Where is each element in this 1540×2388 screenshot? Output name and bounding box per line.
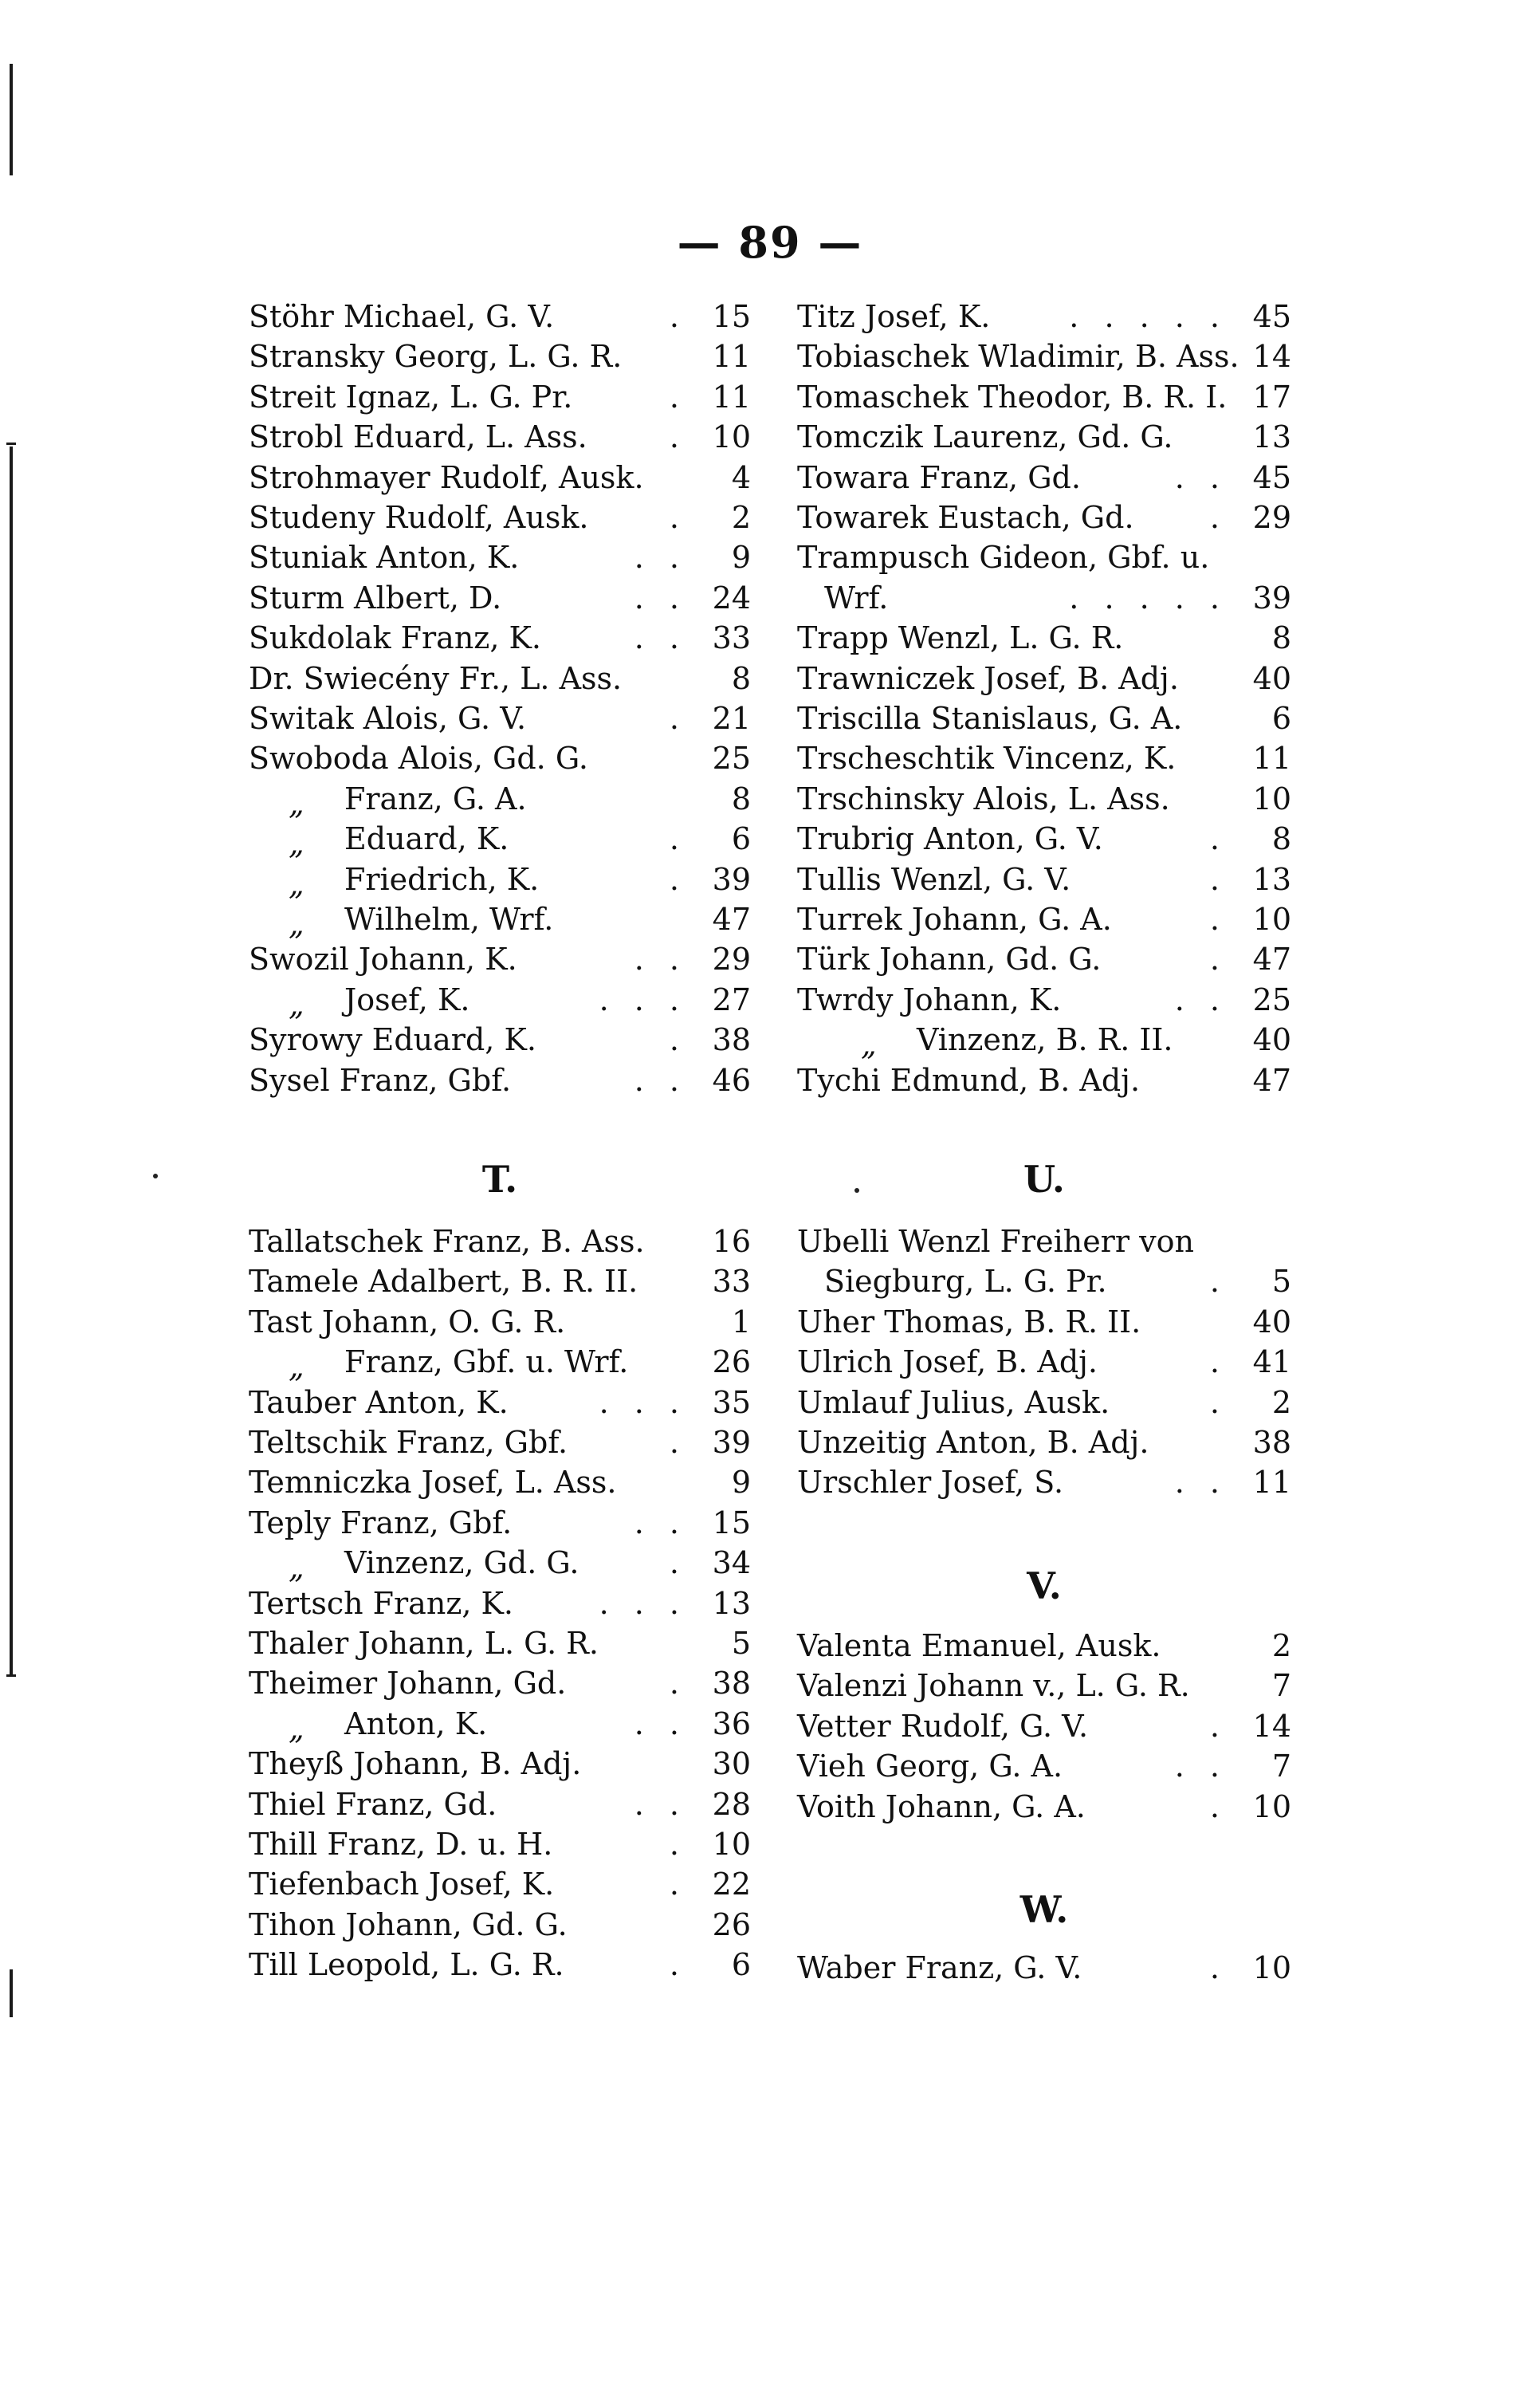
- entry-name: Voith Johann, G. A.: [797, 1788, 1086, 1824]
- index-entry: [797, 580, 1291, 620]
- entry-name: Switak Alois, G. V.: [249, 701, 527, 736]
- index-entry: [249, 1706, 751, 1746]
- leader-dots: . .: [634, 580, 687, 616]
- leader-dots: .: [669, 1827, 687, 1862]
- ditto-mark: „: [289, 986, 304, 1022]
- entry-name: Trampusch Gideon, Gbf. u.: [797, 540, 1210, 576]
- index-entry: [249, 902, 751, 942]
- page-reference: 13: [1252, 861, 1291, 897]
- leader-dots: . .: [1174, 982, 1228, 1017]
- leader-dots: .: [669, 1425, 687, 1460]
- leader-dots: .: [1209, 861, 1228, 897]
- page-reference: 10: [712, 1827, 751, 1862]
- index-entry: [797, 1344, 1291, 1384]
- page-reference: 22: [712, 1867, 751, 1902]
- page-reference: 8: [1271, 620, 1291, 656]
- entry-name: Vinzenz, Gd. G.: [344, 1545, 579, 1581]
- page-reference: 10: [1252, 781, 1291, 816]
- page-reference: 4: [731, 459, 751, 495]
- page-reference: 2: [1271, 1628, 1291, 1663]
- page-reference: 26: [712, 1906, 751, 1942]
- index-entry: [797, 339, 1291, 379]
- index-entry: [249, 419, 751, 459]
- entry-name: Umlauf Julius, Ausk.: [797, 1384, 1110, 1420]
- page-reference: 24: [712, 580, 751, 616]
- page-reference: 25: [1252, 982, 1291, 1017]
- index-entry: [797, 540, 1291, 580]
- index-entry: [797, 1264, 1291, 1304]
- page-reference: 5: [1271, 1264, 1291, 1300]
- page-number: — 89 —: [677, 217, 863, 268]
- ditto-mark: „: [289, 1710, 304, 1746]
- index-entry: [797, 1063, 1291, 1103]
- leader-dots: .: [669, 1867, 687, 1902]
- entry-name: Eduard, K.: [344, 821, 509, 857]
- index-entry: [797, 500, 1291, 540]
- entry-name: Turrek Johann, G. A.: [797, 902, 1112, 937]
- index-entry: [797, 460, 1291, 500]
- entry-name: Friedrich, K.: [344, 861, 540, 897]
- page-reference: 10: [712, 419, 751, 455]
- entry-name: Thiel Franz, Gd.: [249, 1786, 497, 1822]
- entry-name: Tertsch Franz, K.: [249, 1585, 513, 1621]
- entry-name: Tomczik Laurenz, Gd. G.: [797, 419, 1173, 455]
- index-entry: [249, 1022, 751, 1062]
- leader-dots: .: [669, 821, 687, 857]
- entry-name: Teltschik Franz, Gbf.: [249, 1425, 568, 1460]
- ditto-mark: „: [861, 1027, 877, 1063]
- index-entry: [797, 781, 1291, 821]
- entry-name: Syrowy Eduard, K.: [249, 1022, 536, 1058]
- entry-name: Thaler Johann, L. G. R.: [249, 1626, 599, 1661]
- leader-dots: .: [669, 1666, 687, 1701]
- index-entry: [249, 1425, 751, 1465]
- entry-name: Swoboda Alois, Gd. G.: [249, 741, 588, 777]
- index-entry: [249, 1746, 751, 1786]
- page-reference: 2: [731, 500, 751, 535]
- leader-dots: . .: [1174, 1465, 1228, 1501]
- page-reference: 45: [1252, 299, 1291, 334]
- entry-name: Sukdolak Franz, K.: [249, 620, 541, 656]
- section-letter-heading: U.: [1023, 1158, 1065, 1201]
- page-reference: 40: [1252, 1304, 1291, 1340]
- entry-name: Tauber Anton, K.: [249, 1384, 509, 1420]
- page-reference: 47: [712, 902, 751, 937]
- leader-dots: .: [1209, 902, 1228, 937]
- page-reference: 6: [1271, 701, 1291, 736]
- entry-name: Tullis Wenzl, G. V.: [797, 861, 1071, 897]
- index-entry: [797, 299, 1291, 339]
- entry-name: Vinzenz, B. R. II.: [917, 1022, 1173, 1058]
- page-reference: 39: [712, 861, 751, 897]
- entry-name: Tamele Adalbert, B. R. II.: [249, 1264, 638, 1300]
- index-entry: [797, 1304, 1291, 1344]
- index-entry: [797, 380, 1291, 419]
- entry-name: Triscilla Stanislaus, G. A.: [797, 701, 1183, 736]
- index-entry: [249, 299, 751, 339]
- ditto-mark: „: [289, 826, 304, 862]
- leader-dots: .: [1209, 821, 1228, 857]
- page-reference: 14: [1252, 1708, 1291, 1744]
- leader-dots: . .: [1174, 459, 1228, 495]
- page-reference: 26: [712, 1344, 751, 1380]
- binding-rule: [10, 447, 13, 1674]
- page-reference: 39: [1252, 580, 1291, 616]
- page-reference: 16: [712, 1224, 751, 1259]
- binding-mark: [6, 443, 16, 445]
- index-entry: [249, 1385, 751, 1425]
- leader-dots: . .: [634, 620, 687, 656]
- entry-name: Josef, K.: [344, 982, 470, 1017]
- index-entry: [249, 1586, 751, 1626]
- page-reference: 38: [712, 1666, 751, 1701]
- index-entry: [249, 540, 751, 580]
- page-reference: 15: [712, 299, 751, 334]
- index-entry: [249, 1063, 751, 1103]
- print-speck: [854, 1188, 859, 1193]
- page-reference: 29: [1252, 500, 1291, 535]
- page-reference: 11: [712, 379, 751, 415]
- page-reference: 25: [712, 741, 751, 777]
- leader-dots: .: [1209, 1708, 1228, 1744]
- entry-name: Ubelli Wenzl Freiherr von: [797, 1224, 1194, 1259]
- entry-name: Teply Franz, Gbf.: [249, 1505, 513, 1540]
- entry-name: Ulrich Josef, B. Adj.: [797, 1344, 1098, 1380]
- index-entry: [249, 1787, 751, 1827]
- leader-dots: .: [669, 861, 687, 897]
- leader-dots: . . .: [599, 982, 687, 1017]
- index-entry: [249, 580, 751, 620]
- binding-rule: [10, 1969, 13, 2017]
- index-entry: [249, 1666, 751, 1705]
- leader-dots: .: [669, 379, 687, 415]
- page-reference: 28: [712, 1786, 751, 1822]
- entry-name: Streit Ignaz, L. G. Pr.: [249, 379, 573, 415]
- binding-mark: [6, 1674, 16, 1677]
- entry-name: Stuniak Anton, K.: [249, 540, 520, 576]
- entry-name: Franz, G. A.: [344, 781, 527, 816]
- section-letter-heading: T.: [481, 1158, 518, 1201]
- page-reference: 35: [712, 1384, 751, 1420]
- entry-name: Tychi Edmund, B. Adj.: [797, 1062, 1141, 1098]
- entry-name: Tallatschek Franz, B. Ass.: [249, 1224, 645, 1259]
- index-entry: [249, 1505, 751, 1545]
- page-reference: 15: [712, 1505, 751, 1540]
- entry-name: Trapp Wenzl, L. G. R.: [797, 620, 1124, 656]
- entry-name: Uher Thomas, B. R. II.: [797, 1304, 1141, 1340]
- entry-name: Strohmayer Rudolf, Ausk.: [249, 459, 644, 495]
- index-entry: [797, 942, 1291, 982]
- page-reference: 41: [1252, 1344, 1291, 1380]
- section-letter-heading: V.: [1027, 1564, 1062, 1607]
- entry-name: Anton, K.: [344, 1705, 488, 1741]
- entry-name: Wrf.: [824, 580, 889, 616]
- page-reference: 13: [1252, 419, 1291, 455]
- entry-name: Towarek Eustach, Gd.: [797, 500, 1134, 535]
- entry-name: Unzeitig Anton, B. Adj.: [797, 1425, 1149, 1460]
- page-reference: 13: [712, 1585, 751, 1621]
- entry-name: Temniczka Josef, L. Ass.: [249, 1465, 617, 1501]
- leader-dots: . .: [634, 540, 687, 576]
- index-entry: [797, 862, 1291, 902]
- page-reference: 8: [731, 660, 751, 696]
- index-entry: [249, 620, 751, 660]
- page-reference: 30: [712, 1746, 751, 1782]
- page-reference: 47: [1252, 1062, 1291, 1098]
- leader-dots: .: [669, 299, 687, 334]
- index-entry: [249, 1827, 751, 1867]
- index-entry: [249, 1867, 751, 1906]
- entry-name: Thill Franz, D. u. H.: [249, 1827, 553, 1862]
- entry-name: Türk Johann, Gd. G.: [797, 942, 1102, 978]
- entry-name: Dr. Swiecény Fr., L. Ass.: [249, 660, 623, 696]
- leader-dots: . .: [1174, 1749, 1228, 1784]
- page-reference: 11: [1252, 741, 1291, 777]
- index-entry: [797, 1385, 1291, 1425]
- entry-name: Tobiaschek Wladimir, B. Ass.: [797, 339, 1239, 375]
- entry-name: Franz, Gbf. u. Wrf.: [344, 1344, 629, 1380]
- index-entry: [249, 500, 751, 540]
- leader-dots: .: [669, 701, 687, 736]
- index-entry: [797, 1425, 1291, 1465]
- index-entry: [249, 821, 751, 861]
- leader-dots: . .: [634, 1505, 687, 1540]
- page-reference: 33: [712, 620, 751, 656]
- index-entry: [797, 1709, 1291, 1749]
- leader-dots: .: [1209, 1344, 1228, 1380]
- leader-dots: . . .: [599, 1585, 687, 1621]
- index-entry: [797, 741, 1291, 781]
- page-reference: 39: [712, 1425, 751, 1460]
- ditto-mark: „: [289, 785, 304, 821]
- index-entry: [249, 1907, 751, 1947]
- leader-dots: . . . . .: [1069, 299, 1228, 334]
- page-reference: 36: [712, 1705, 751, 1741]
- entry-name: Theyß Johann, B. Adj.: [249, 1746, 582, 1782]
- leader-dots: . . .: [599, 1384, 687, 1420]
- leader-dots: .: [669, 500, 687, 535]
- page-reference: 40: [1252, 660, 1291, 696]
- entry-name: Tihon Johann, Gd. G.: [249, 1906, 568, 1942]
- index-entry: [249, 942, 751, 982]
- entry-name: Studeny Rudolf, Ausk.: [249, 500, 589, 535]
- page-reference: 38: [1252, 1425, 1291, 1460]
- entry-name: Trscheschtik Vincenz, K.: [797, 741, 1177, 777]
- page-reference: 2: [1271, 1384, 1291, 1420]
- index-entry: [249, 1626, 751, 1666]
- page-reference: 5: [731, 1626, 751, 1661]
- page-reference: 47: [1252, 942, 1291, 978]
- entry-name: Swozil Johann, K.: [249, 942, 517, 978]
- page-reference: 38: [712, 1022, 751, 1058]
- index-entry: [797, 1789, 1291, 1829]
- page-reference: 21: [712, 701, 751, 736]
- leader-dots: .: [669, 419, 687, 455]
- index-entry: [249, 1947, 751, 1987]
- index-entry: [797, 1950, 1291, 1990]
- page-reference: 8: [731, 781, 751, 816]
- page-reference: 10: [1252, 1950, 1291, 1985]
- entry-name: Tast Johann, O. G. R.: [249, 1304, 566, 1340]
- leader-dots: .: [1209, 1384, 1228, 1420]
- page-reference: 9: [731, 540, 751, 576]
- leader-dots: .: [1209, 1950, 1228, 1985]
- entry-name: Trschinsky Alois, L. Ass.: [797, 781, 1170, 816]
- entry-name: Sturm Albert, D.: [249, 580, 502, 616]
- page-reference: 9: [731, 1465, 751, 1501]
- entry-name: Tomaschek Theodor, B. R. I.: [797, 379, 1228, 415]
- entry-name: Valenta Emanuel, Ausk.: [797, 1628, 1161, 1663]
- ditto-mark: „: [289, 1349, 304, 1385]
- entry-name: Twrdy Johann, K.: [797, 982, 1062, 1017]
- page-reference: 29: [712, 942, 751, 978]
- leader-dots: . .: [634, 1786, 687, 1822]
- page-reference: 6: [731, 821, 751, 857]
- index-entry: [797, 1628, 1291, 1668]
- index-entry: [249, 862, 751, 902]
- page-reference: 17: [1252, 379, 1291, 415]
- index-entry: [797, 902, 1291, 942]
- entry-name: Trawniczek Josef, B. Adj.: [797, 660, 1179, 696]
- entry-name: Vieh Georg, G. A.: [797, 1749, 1063, 1784]
- index-entry: [249, 1304, 751, 1344]
- leader-dots: . .: [634, 1062, 687, 1098]
- page-reference: 46: [712, 1062, 751, 1098]
- section-letter-heading: W.: [1019, 1888, 1069, 1931]
- index-entry: [249, 1264, 751, 1304]
- entry-name: Sysel Franz, Gbf.: [249, 1062, 512, 1098]
- entry-name: Trubrig Anton, G. V.: [797, 821, 1103, 857]
- index-entry: [797, 982, 1291, 1022]
- index-entry: [249, 1545, 751, 1585]
- index-entry: [797, 1465, 1291, 1505]
- entry-name: Stransky Georg, L. G. R.: [249, 339, 623, 375]
- index-entry: [797, 1224, 1291, 1264]
- page-reference: 45: [1252, 459, 1291, 495]
- entry-name: Till Leopold, L. G. R.: [249, 1947, 564, 1983]
- entry-name: Strobl Eduard, L. Ass.: [249, 419, 587, 455]
- entry-name: Towara Franz, Gd.: [797, 459, 1081, 495]
- page-reference: 10: [1252, 1788, 1291, 1824]
- leader-dots: .: [1209, 500, 1228, 535]
- index-entry: [797, 1668, 1291, 1708]
- index-entry: [797, 620, 1291, 660]
- entry-name: Stöhr Michael, G. V.: [249, 299, 555, 334]
- entry-name: Urschler Josef, S.: [797, 1465, 1064, 1501]
- entry-name: Tiefenbach Josef, K.: [249, 1867, 555, 1902]
- ditto-mark: „: [289, 907, 304, 942]
- index-entry: [249, 781, 751, 821]
- page-reference: 6: [731, 1947, 751, 1983]
- entry-name: Waber Franz, G. V.: [797, 1950, 1082, 1985]
- ditto-mark: „: [289, 1550, 304, 1586]
- binding-rule: [10, 64, 13, 175]
- entry-name: Wilhelm, Wrf.: [344, 902, 554, 937]
- index-entry: [797, 821, 1291, 861]
- index-entry: [249, 701, 751, 741]
- entry-name: Valenzi Johann v., L. G. R.: [797, 1668, 1190, 1704]
- index-entry: [249, 1465, 751, 1505]
- page-reference: 33: [712, 1264, 751, 1300]
- leader-dots: .: [669, 1947, 687, 1983]
- ditto-mark: „: [289, 866, 304, 902]
- leader-dots: .: [1209, 1264, 1228, 1300]
- index-entry: [249, 741, 751, 781]
- index-entry: [249, 982, 751, 1022]
- index-entry: [249, 1344, 751, 1384]
- entry-name: Theimer Johann, Gd.: [249, 1666, 567, 1701]
- leader-dots: .: [669, 1022, 687, 1058]
- index-entry: [797, 661, 1291, 701]
- index-entry: [249, 661, 751, 701]
- page-reference: 34: [712, 1545, 751, 1581]
- page-reference: 1: [731, 1304, 751, 1340]
- page-reference: 27: [712, 982, 751, 1017]
- page-reference: 7: [1271, 1668, 1291, 1704]
- leader-dots: .: [1209, 1788, 1228, 1824]
- index-entry: [797, 1749, 1291, 1788]
- index-entry: [797, 701, 1291, 741]
- page-reference: 40: [1252, 1022, 1291, 1058]
- index-entry: [249, 460, 751, 500]
- page-reference: 10: [1252, 902, 1291, 937]
- page-reference: 11: [712, 339, 751, 375]
- page-reference: 14: [1252, 339, 1291, 375]
- page-edge-binding: [6, 0, 14, 2388]
- leader-dots: . .: [634, 1705, 687, 1741]
- index-entry: [249, 380, 751, 419]
- index-entry: [797, 1022, 1291, 1062]
- page-reference: 11: [1252, 1465, 1291, 1501]
- entry-name: Siegburg, L. G. Pr.: [824, 1264, 1107, 1300]
- page-reference: 7: [1271, 1749, 1291, 1784]
- index-entry: [797, 419, 1291, 459]
- leader-dots: .: [669, 1545, 687, 1581]
- print-speck: [153, 1174, 158, 1178]
- page-reference: 8: [1271, 821, 1291, 857]
- leader-dots: .: [1209, 942, 1228, 978]
- index-entry: [249, 339, 751, 379]
- index-entry: [249, 1224, 751, 1264]
- entry-name: Titz Josef, K.: [797, 299, 991, 334]
- leader-dots: . . . . .: [1069, 580, 1228, 616]
- entry-name: Vetter Rudolf, G. V.: [797, 1708, 1089, 1744]
- leader-dots: . .: [634, 942, 687, 978]
